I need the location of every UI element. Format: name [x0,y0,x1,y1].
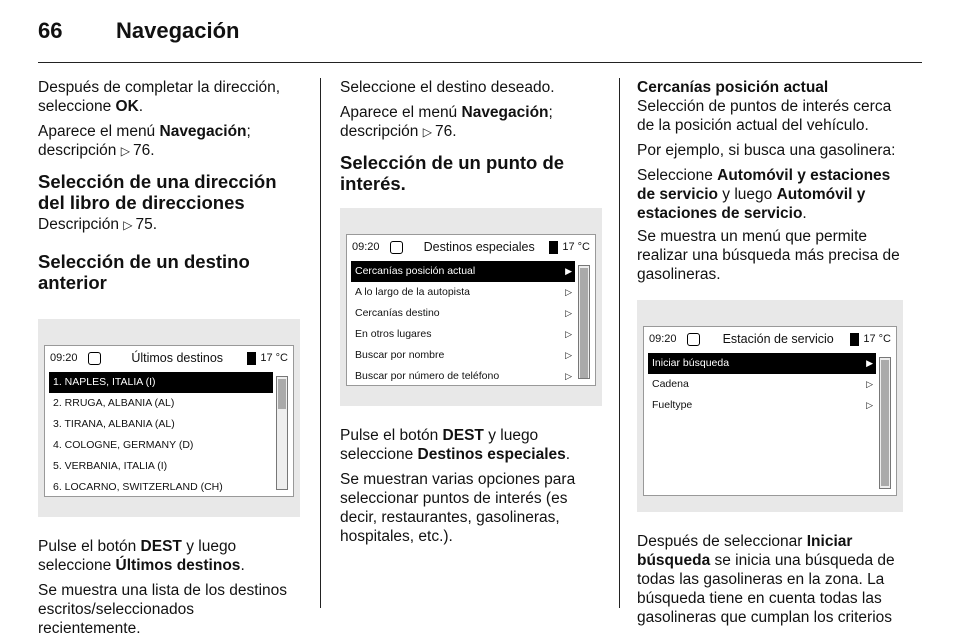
chevron-right-icon: ▷ [565,329,572,339]
scrollbar[interactable] [578,265,590,379]
page-reference[interactable]: ▷ 76. [121,142,155,159]
temperature: 17 °C [863,332,891,345]
paragraph: Pulse el botón DEST y luego seleccione Últimos destinos. [38,538,245,574]
clock: 09:20 [50,351,78,364]
column-3 [637,78,903,633]
screen-illustration [340,208,602,406]
page-header [38,18,240,44]
list-item[interactable]: Buscar por nombre ▷ [351,345,575,366]
list-item[interactable]: Cercanías destino ▷ [351,303,575,324]
subsection-heading: Cercanías posición actual [637,79,829,96]
chevron-right-icon: ▷ [866,400,873,410]
screen-title: Últimos destinos [131,350,224,365]
chevron-right-icon: ▶ [565,266,572,276]
list-item[interactable]: 5. VERBANIA, ITALIA (I) [53,460,168,472]
paragraph: Por ejemplo, si busca una gasolinera: [637,142,896,159]
clock: 09:20 [649,332,677,345]
section-heading: Selección de una dirección del libro de direcciones [38,171,277,213]
paragraph: Selección de puntos de interés cerca de la posición actual del vehículo. [637,98,892,134]
status-bar [347,235,595,259]
paragraph: Pulse el botón DEST y luego seleccione Destinos especiales. [340,427,571,463]
menu-list [49,372,273,498]
paragraph: Se muestra una lista de los destinos escritos/seleccionados recientemente. [38,582,287,637]
page-number: 66 [38,18,63,43]
thermometer-icon [247,352,256,365]
list-item[interactable]: A lo largo de la autopista ▷ [351,282,575,303]
chevron-right-icon: ▷ [565,350,572,360]
scrollbar[interactable] [276,376,288,490]
back-icon [88,352,101,365]
list-item[interactable]: 2. RRUGA, ALBANIA (AL) [53,397,175,409]
list-item[interactable]: 3. TIRANA, ALBANIA (AL) [53,418,175,430]
list-item[interactable]: Cercanías posición actual ▶ [351,261,575,282]
list-item[interactable]: 1. NAPLES, ITALIA (I) [49,372,273,393]
section-heading: Selección de un punto de interés. [340,152,565,194]
menu-list [351,261,575,387]
screen-title: Destinos especiales [423,239,535,254]
list-item[interactable]: Cadena ▷ [648,374,876,395]
column-divider [619,78,620,608]
status-bar [45,346,293,370]
chevron-right-icon: ▷ [565,287,572,297]
paragraph: Después de seleccionar Iniciar búsqueda se inicia una búsqueda de todas las gasolineras en la zona. La búsqueda tiene en cuenta todas las gasolineras que cumplan los criterios [637,533,895,626]
column-2 [340,78,602,552]
menu-list [648,353,876,416]
paragraph: Después de completar la dirección, seleccione OK. [38,79,281,115]
page-reference[interactable]: ▷ 76. [423,123,457,140]
paragraph: Aparece el menú Navegación; descripción ▷ 76. [38,122,300,161]
list-item[interactable]: Fueltype ▷ [648,395,876,416]
section-heading: Selección de un destino anterior [38,251,250,293]
display-screen [643,326,897,496]
paragraph: Descripción ▷ 75. [38,215,300,235]
list-item[interactable]: Buscar por número de teléfono ▷ [351,366,575,387]
back-icon [687,333,700,346]
chevron-right-icon: ▷ [565,371,572,381]
scrollbar[interactable] [879,357,891,489]
screen-illustration [637,300,903,512]
paragraph: Seleccione el destino deseado. [340,79,555,96]
screen-illustration [38,319,300,517]
clock: 09:20 [352,240,380,253]
column-divider [320,78,321,608]
thermometer-icon [850,333,859,346]
temperature: 17 °C [562,240,590,253]
status-bar [644,327,896,351]
chevron-right-icon: ▶ [866,358,873,368]
chevron-right-icon: ▷ [866,379,873,389]
paragraph: Seleccione Automóvil y estaciones de servicio y luego Automóvil y estaciones de servicio. [637,167,891,222]
header-rule [38,62,922,63]
thermometer-icon [549,241,558,254]
list-item[interactable]: 4. COLOGNE, GERMANY (D) [53,439,194,451]
list-item[interactable]: 6. LOCARNO, SWITZERLAND (CH) [53,481,223,493]
screen-title: Estación de servicio [722,331,834,346]
column-1 [38,78,300,644]
back-icon [390,241,403,254]
list-item[interactable]: En otros lugares ▷ [351,324,575,345]
chevron-right-icon: ▷ [565,308,572,318]
list-item[interactable]: Iniciar búsqueda ▶ [648,353,876,374]
paragraph: Aparece el menú Navegación; descripción ▷ 76. [340,103,602,142]
paragraph: Se muestran varias opciones para seleccionar puntos de interés (es decir, restaurantes, gasolineras, hospitales, etc.). [340,471,576,545]
display-screen [346,234,596,386]
display-screen [44,345,294,497]
temperature: 17 °C [260,351,288,364]
scrollbar-thumb[interactable] [278,379,286,409]
page-reference[interactable]: ▷ 75. [123,216,157,233]
page-title: Navegación [116,18,240,43]
scrollbar-thumb[interactable] [580,268,588,378]
paragraph: Se muestra un menú que permite realizar una búsqueda más precisa de gasolineras. [637,228,900,283]
scrollbar-thumb[interactable] [881,360,889,486]
